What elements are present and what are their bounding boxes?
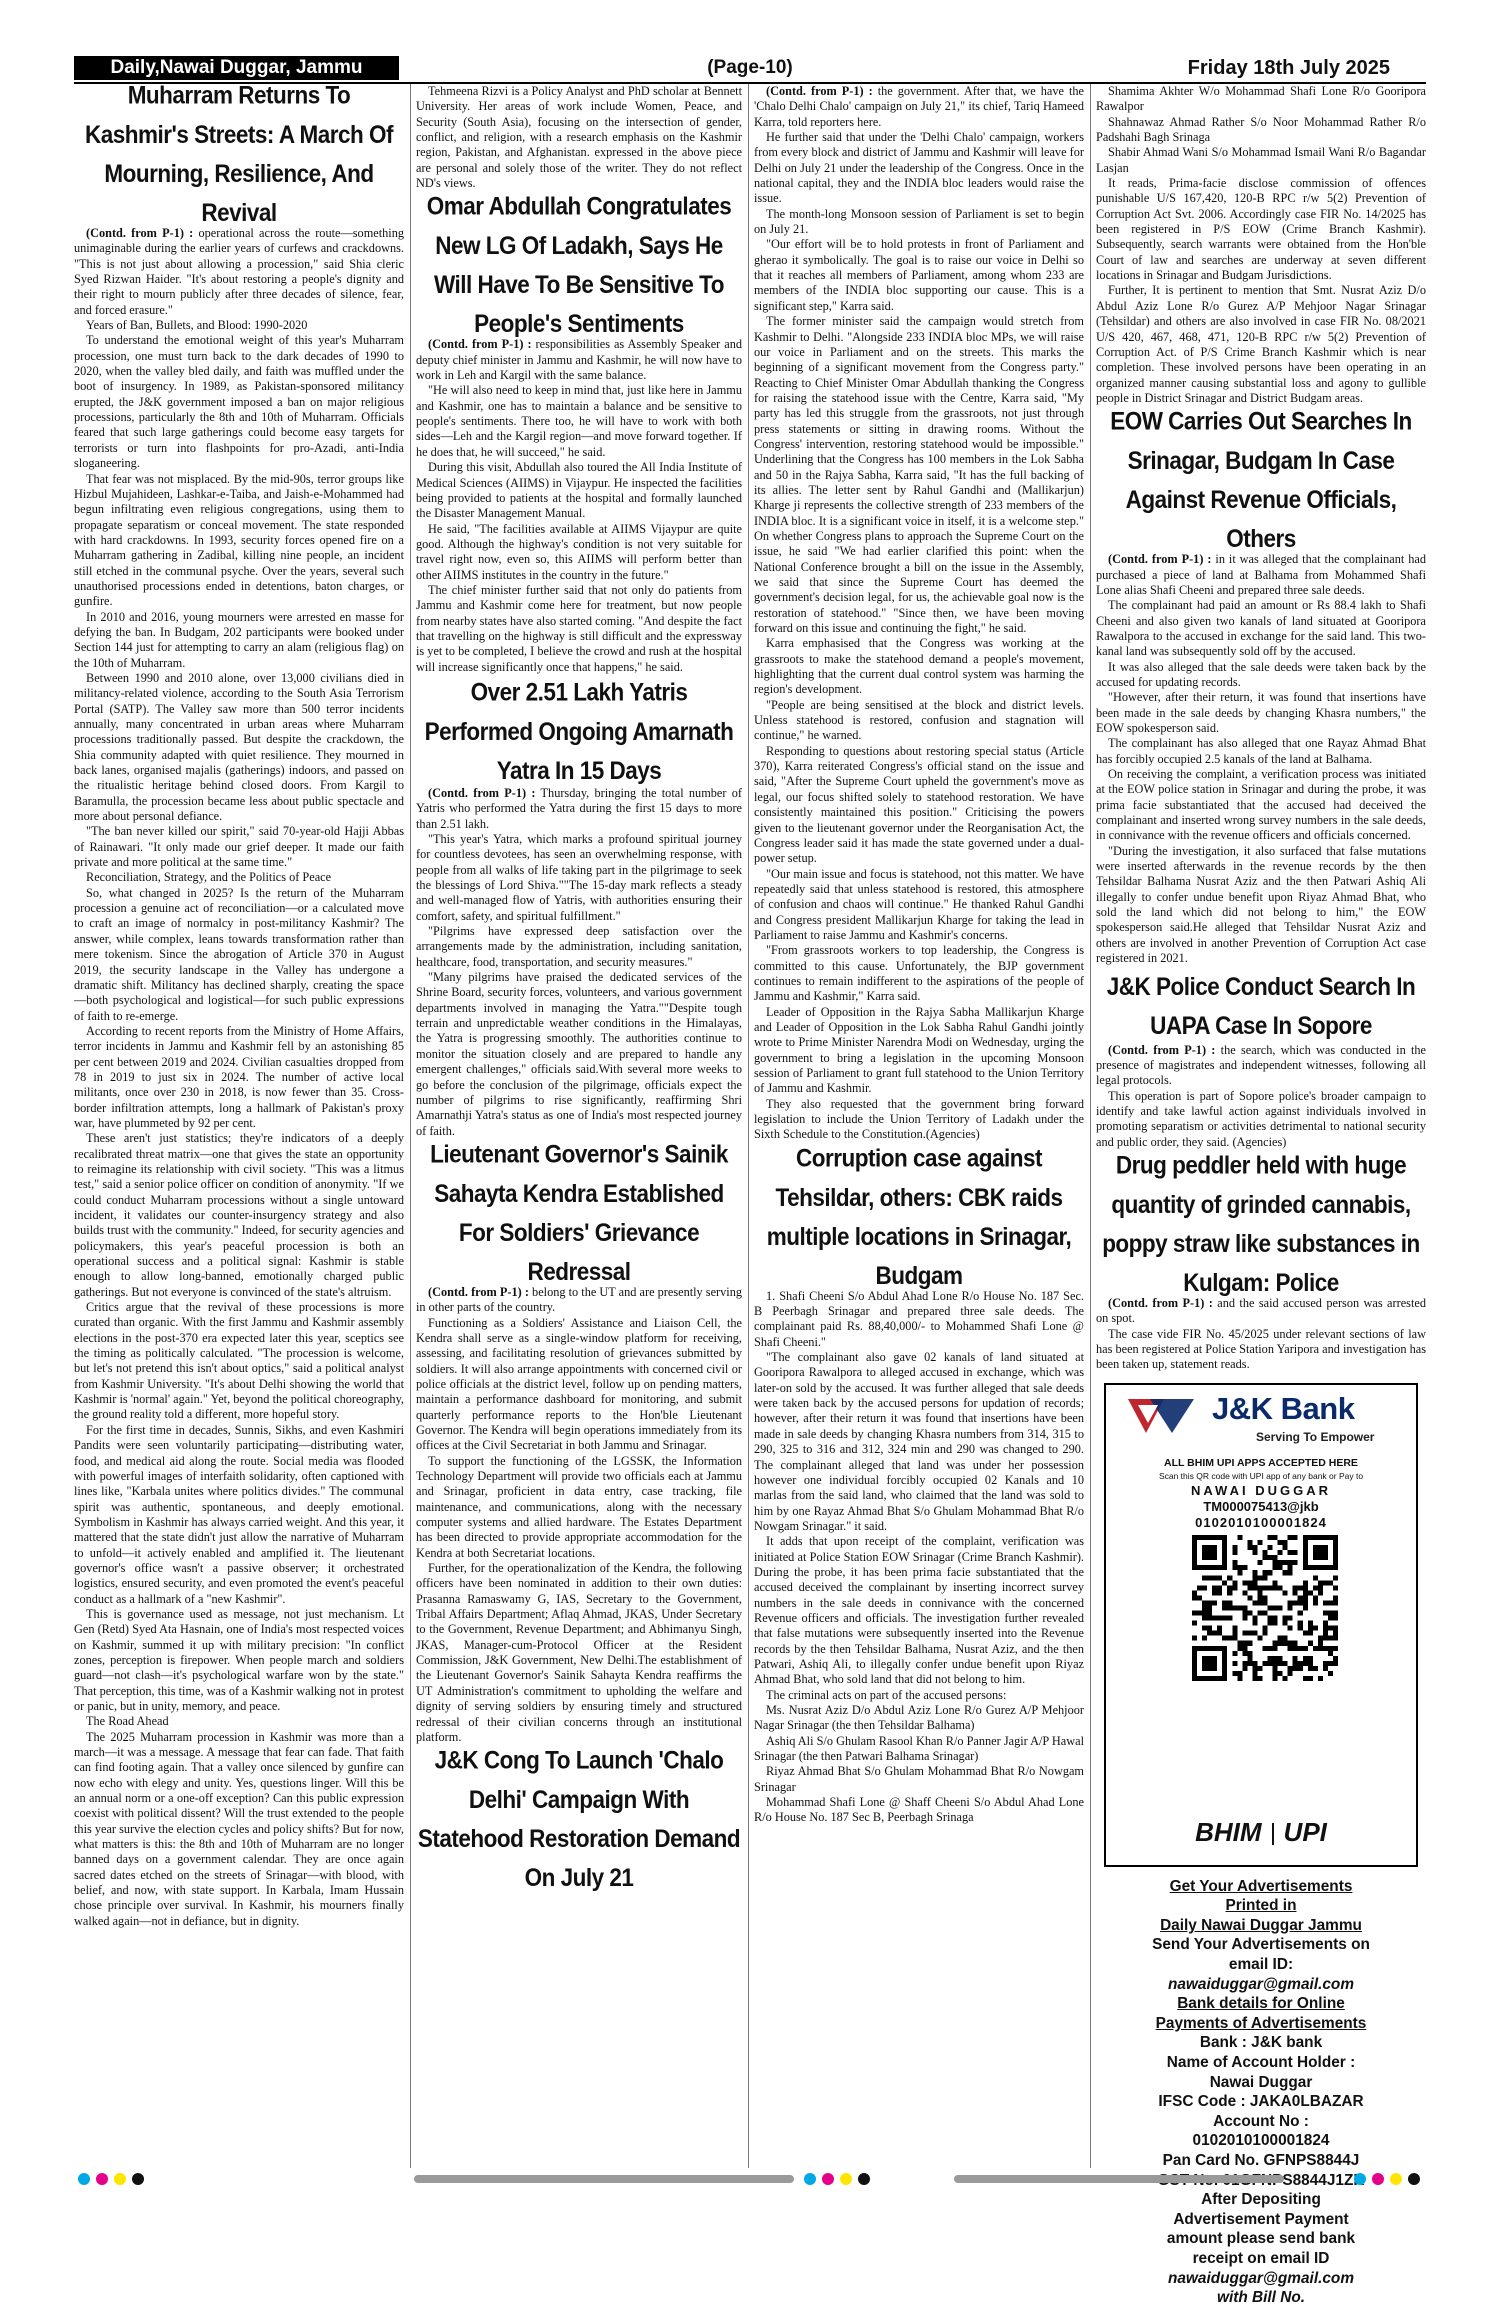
black-registration-dot — [132, 2173, 144, 2185]
paragraph: (Contd. from P-1) : belong to the UT and are presently serving in other parts of the country. — [416, 1284, 742, 1315]
notice-line: Daily Nawai Duggar Jammu — [1160, 1916, 1362, 1934]
notice-line: Bank details for Online — [1177, 1995, 1345, 2013]
paragraph: "The ban never killed our spirit," said 70-year-old Hajji Abbas of Rainawari. "It only made our grief deeper. It made our faith private and more political at the same time." — [74, 824, 404, 870]
paragraph: "Our effort will be to hold protests in front of Parliament and gherao it symbolically. The goal is to raise our voice in Delhi so that it reaches all members of Parliament, among whom 233 are members of the INDIA bloc supporting our cause. This is a significant step," Karra said. — [754, 237, 1084, 313]
paragraph: To support the functioning of the LGSSK, the Information Technology Department will provide two officials each at Jammu and Srinagar, proficient in data entry, case tracking, file maintenance, and communications, along with the necessary computer systems and allied hardware. The Estates Department has been directed to provide appropriate accommodation for the Kendra at both Secretariat locations. — [416, 1453, 742, 1560]
paragraph: Further, It is pertinent to mention that Smt. Nusrat Aziz D/o Abdul Aziz Lone R/o Gurez A/P Mehjoor Nagar Srinagar (Tehsildar) and others are also involved in case FIR No. 08/2021 U/S 420, 467, 468, 471, 120-B RPC r/w 5(2) Prevention of Corruption Act. of P/S Crime Branch Kashmir which is near completion. These involved persons have been operating in an organized manner causing substantial loss and agony to gullible people in District Srinagar and District Budgam areas. — [1096, 283, 1426, 405]
notice-line: Get Your Advertisements — [1169, 1877, 1353, 1895]
paragraph: The complainant has also alleged that one Rayaz Ahmad Bhat has forcibly occupied 2.5 kanals of the land at Balhama. — [1096, 736, 1426, 766]
paragraph: He said, "The facilities available at AIIMS Vijaypur are quite good. Although the highway's condition is not very suitable for travel right now, even so, this AIIMS will perform better than other AIIMS institutes in the country in the future." — [416, 521, 742, 582]
column-3 — [754, 84, 1084, 2168]
notice-line: Send Your Advertisements on — [1152, 1936, 1370, 1954]
paragraph: (Contd. from P-1) : and the said accused person was arrested on spot. — [1096, 1295, 1426, 1326]
newspaper-name: Daily,Nawai Duggar, Jammu — [74, 56, 399, 80]
paragraph: Between 1990 and 2010 alone, over 13,000 civilians died in militancy-related violence, according to the South Asia Terrorism Portal (SATP). The Valley saw more than 500 terror incidents annually, many concentrated in urban areas where Muharram processions traditionally passed. But despite the crackdown, the Shia community adapted with quiet resilience. They mourned in back lanes, organised majalis (gatherings) indoors, and passed on the ritualistic heritage behind closed doors. From Kargil to Baramulla, the procession became less about public spectacle and more about personal defiance. — [74, 670, 404, 824]
bhim-upi-footer — [1106, 1817, 1416, 1848]
bhim-logo: BHIM — [1195, 1816, 1262, 1847]
paragraph: Karra emphasised that the Congress was working at the grassroots to make the statehood demand a people's movement, highlighting that the current dual control system was harming the region's development. — [754, 636, 1084, 697]
paragraph: (Contd. from P-1) : the search, which was conducted in the presence of magistrates and independent witnesses, following all legal protocols. — [1096, 1042, 1426, 1088]
column-2 — [416, 84, 742, 2168]
publication-date: Friday 18th July 2025 — [1187, 57, 1390, 79]
paragraph: (Contd. from P-1) : the government. After that, we have the 'Chalo Delhi Chalo' campaign on July 21," its chief, Tariq Hameed Karra, told reporters here. — [754, 84, 1084, 129]
contd-label: (Contd. from P-1) : — [428, 785, 536, 800]
paragraph: During this visit, Abdullah also toured the All India Institute of Medical Sciences (AIIMS) in Vijaypur. He inspected the facilities being provided to patients at the hospital and formally launched the Disaster Management Manual. — [416, 460, 742, 521]
paragraph: The chief minister further said that not only do patients from Jammu and Kashmir come here for treatment, but now people from nearby states have also started coming. "And despite the fact that travelling on the highway is still difficult and the expressway is yet to be completed, I believe the crowd and rush at the hospital will increase significantly once that happens," he said. — [416, 582, 742, 674]
paragraph: (Contd. from P-1) : operational across the route—something unimaginable during the earlier years of curfews and crackdowns. "This is not just about allowing a procession," said Shia cleric Syed Rizwan Haider. "It's about restoring a people's dignity and their right to mourn publicly after three decades of silence, fear, and forced erasure." — [74, 226, 404, 317]
contd-label: (Contd. from P-1) : — [428, 1284, 529, 1299]
notice-line: IFSC Code : JAKA0LBAZAR — [1158, 2093, 1364, 2111]
article-cbk-raids — [754, 1143, 1084, 1826]
notice-line: 01GFNPS8844J1ZR — [1222, 2171, 1365, 2189]
headline: Over 2.51 Lakh Yatris Performed Ongoing Amarnath Yatra In 15 Days — [424, 678, 734, 785]
column-4 — [1096, 84, 1426, 2307]
paragraph: "From grassroots workers to top leadership, the Congress is committed to this cause. Unfortunately, the BJP government continues to remain indifferent to the aspirations of the people of Jammu and Kashmir," Karra said. — [754, 943, 1084, 1004]
headline: Lieutenant Governor's Sainik Sahayta Kendra Established For Soldiers' Grievance Redressal — [430, 1140, 728, 1286]
paragraph: The month-long Monsoon session of Parliament is set to begin on July 21. — [754, 206, 1084, 237]
contd-label: (Contd. from P-1) : — [428, 337, 532, 352]
yellow-registration-dot — [114, 2173, 126, 2185]
article-muharram-continued — [416, 84, 742, 191]
black-registration-dot — [858, 2173, 870, 2185]
paragraph: "Many pilgrims have praised the dedicated services of the Shrine Board, security forces, volunteers, and various government departments involved in managing the Yatra.""Despite tough terrain and unpredictable weather conditions in the Himalayas, the Yatra is progressing smoothly. The authorities continue to monitor the situation closely and are prepared to handle any emergent challenges," officials said.With several more weeks to go before the conclusion of the pilgrimage, officials expect the number of pilgrims to rise significantly, reaffirming Shri Amarnathji Yatra's status as one of India's most respected journey of faith. — [416, 970, 742, 1138]
article-eow-searches — [1096, 407, 1426, 966]
contd-label: (Contd. from P-1) : — [86, 226, 194, 240]
paragraph: (Contd. from P-1) : in it was alleged that the complainant had purchased a piece of land at Balhama from Mohammed Shafi Lone alias Shafi Cheeni and prepared three sale deeds. — [1096, 552, 1426, 597]
paragraph: Riyaz Ahmad Bhat S/o Ghulam Mohammad Bhat R/o Nowgam Srinagar — [754, 1764, 1084, 1794]
black-registration-dot — [1408, 2173, 1420, 2185]
divider — [1272, 1823, 1274, 1845]
paragraph: "Our main issue and focus is statehood, not this matter. We have repeatedly said that unless statehood is restored, this atmosphere of confusion and chaos will continue." He thanked Rahul Gandhi and Congress president Mallikarjun Kharge for taking the lead in Parliament to raise Jammu and Kashmir's concerns. — [754, 866, 1084, 942]
paragraph: The 2025 Muharram procession in Kashmir was more than a march—it was a message. A message that fear can fade. That faith can find footing again. That a valley once silenced by gunfire can now echo with elegy and unity. Yes, questions linger. Will this be an annual norm or a one-off exception? Can this public expression coexist with political dissent? Will the trust extended to the people this year survive the election cycles and policy shifts? But for now, what matters is this: the 8th and 10th of Muharram are no longer banned days on a government calendar. They are once again sacred dates etched on the streets of Srinagar—with blood, with belief, and now, with state support. In Karbala, Imam Hussain chose principle over survival. In Kashmir, his mourners finally walked again—not in defiance, but in dignity. — [74, 1729, 404, 1928]
paragraph: It reads, Prima-facie disclose commission of offences punishable U/S 167,420, 120-B RPC r/w 5(2) Prevention of Corruption Act Svt. 2006. Accordingly case FIR No. 14/2025 has been registered in P/S EOW (Crime Branch Kashmir). Subsequently, search warrants were obtained from the Hon'ble Court of law and searches are underway at seven different locations in Srinagar and Budgam Jurisdictions. — [1096, 176, 1426, 283]
paragraph: He further said that under the 'Delhi Chalo' campaign, workers from every block and district of Jammu and Kashmir will leave for Delhi on July 21 under the leadership of the Congress. Once in the national capital, they and the INDIA bloc leaders would raise the issue. — [754, 130, 1084, 206]
notice-line: receipt on email ID — [1192, 2249, 1330, 2267]
paragraph: Shabir Ahmad Wani S/o Mohammad Ismail Wani R/o Bagandar Lasjan — [1096, 145, 1426, 175]
notice-line: with Bill No. — [1216, 2289, 1306, 2307]
advertising-notice — [1102, 1877, 1420, 2308]
upi-line: ALL BHIM UPI APPS ACCEPTED HERE — [1164, 1456, 1358, 1469]
paragraph: The Road Ahead — [86, 1714, 169, 1729]
yellow-registration-dot — [840, 2173, 852, 2185]
column-1 — [74, 81, 404, 2168]
paragraph: Reconciliation, Strategy, and the Politics of Peace — [86, 870, 332, 885]
paragraph: To understand the emotional weight of this year's Muharram procession, one must turn back to the dark decades of 1990 to 2020, when the valley bled daily, and faith was muffled under the boot of insurgency. In 1989, as Pakistan-sponsored militancy erupted, the J&K government imposed a ban on major religious processions, particularly the 8th and 10th of Muharram. Officials feared that such large gatherings could become easy targets for terrorists or turn into flashpoints for pro-Azadi, anti-India sloganeering. — [74, 333, 404, 471]
paragraph: This is governance used as message, not just mechanism. Lt Gen (Retd) Syed Ata Hasnain, one of India's most respected voices on Kashmir, summed it up with military precision: "In conflict zones, perception is firepower. When people march and soldiers guard—not clash—it's psychological warfare won by the state." That perception, this time, was of a Kashmir walking not in protest or panic, but in unity, memory, and peace. — [74, 1606, 404, 1713]
article-sainik-sahayta-kendra — [416, 1140, 742, 1745]
article-uapa-sopore — [1096, 971, 1426, 1150]
paragraph: That fear was not misplaced. By the mid-90s, terror groups like Hizbul Mujahideen, Lashkar-e-Taiba, and Jaish-e-Mohammed had begun infiltrating even religious congregations, using them to propagate separatism or conceal movement. The state responded with hard crackdowns. In 1993, security forces opened fire on a Muharram gathering in Zadibal, killing nine people, an incident still etched in the communal psyche. Over the years, several such unauthorised processions ended in detentions, baton charges, or gunfire. — [74, 471, 404, 609]
magenta-registration-dot — [1372, 2173, 1384, 2185]
bank-name: J&K Bank — [1212, 1390, 1355, 1426]
scan-line: Scan this QR code with UPI app of any bank or Pay to — [1158, 1470, 1364, 1481]
column-divider — [410, 84, 411, 2168]
paragraph: "He will also need to keep in mind that, just like here in Jammu and Kashmir, one has to maintain a balance and be sensitive to people's sentiments. There too, he will have to work with both sides—Leh and the Kargil region—and move forward together. If he does that, he will succeed," he said. — [416, 383, 742, 459]
paragraph: This operation is part of Sopore police's broader campaign to identify and take lawful action against individuals involved in promoting separatism or activities detrimental to national security and public order, they said. (Agencies) — [1096, 1088, 1426, 1149]
paragraph: Functioning as a Soldiers' Assistance and Liaison Cell, the Kendra shall serve as a single-window platform for receiving, assessing, and facilitating resolution of grievances submitted by soldiers. It will also arrange appointments with concerned civil or police officials at the district level, follow up on pending matters, maintain a performance dashboard for monitoring, and submit quarterly performance reports to the Hon'ble Lieutenant Governor. The Kendra will begin operations immediately from its offices at the Civil Secretariat in both Jammu and Srinagar. — [416, 1315, 742, 1453]
notice-line: Payments of Advertisements — [1155, 2014, 1367, 2032]
notice-line: Printed in — [1225, 1897, 1297, 1915]
registration-strip — [74, 2172, 1426, 2186]
paragraph: Leader of Opposition in the Rajya Sabha Mallikarjun Kharge and Leader of Opposition in the Lok Sabha Rahul Gandhi jointly wrote to Prime Minister Narendra Modi on Wednesday, urging the government to bring a legislation in the upcoming Monsoon session of Parliament to grant full statehood to the Union Territory of Jammu and Kashmir. — [754, 1004, 1084, 1096]
article-chalo-delhi-headline — [416, 1746, 742, 1892]
qr-code[interactable] — [1192, 1535, 1338, 1681]
cyan-registration-dot — [78, 2173, 90, 2185]
grey-bar — [414, 2175, 794, 2183]
article-omar-abdullah — [416, 192, 743, 675]
paragraph: Years of Ban, Bullets, and Blood: 1990-2020 — [86, 318, 308, 333]
paragraph: "However, after their return, it was found that insertions have been made in the sale deeds by changing Khasra numbers," the EOW spokesperson said. — [1096, 690, 1426, 735]
paragraph: Ashiq Ali S/o Ghulam Rasool Khan R/o Panner Jagir A/P Hawal Srinagar (the then Patwari Balhama Srinagar) — [754, 1733, 1084, 1764]
magenta-registration-dot — [96, 2173, 108, 2185]
column-divider — [748, 84, 749, 2168]
notice-email[interactable]: nawaiduggar@gmail.com — [1167, 1975, 1355, 1993]
paragraph: 1. Shafi Cheeni S/o Abdul Ahad Lone R/o House No. 187 Sec. B Peerbagh Srinagar and prepared three sale deeds. The complainant paid Rs. 88,40,000/- to Mohammed Shafi Lone @ Shafi Cheeni." — [754, 1288, 1084, 1349]
paragraph: Ms. Nusrat Aziz D/o Abdul Aziz Lone R/o Gurez A/P Mehjoor Nagar Srinagar (the then Tehsildar Balhama) — [754, 1703, 1084, 1733]
paragraph: Responding to questions about restoring special status (Article 370), Karra reiterated Congress's official stand on the issue and said, "After the Supreme Court upheld the government's move as legal, our focus shifted solely to statehood restoration. We have consistently maintained this position." Criticising the powers given to the lieutenant governor under the Reorganisation Act, the Congress leader said it has made the state governed under a dual-power setup. — [754, 743, 1084, 866]
headline: Omar Abdullah Congratulates New LG Of Ladakh, Says He Will Have To Be Sensitive To People's Sentiments — [426, 192, 732, 339]
headline: Muharram Returns To Kashmir's Streets: A March Of Mourning, Resilience, And Revival — [84, 81, 394, 227]
article-amarnath-yatra — [416, 679, 742, 1139]
paragraph: It was also alleged that the sale deeds were taken back by the accused for updating records. — [1096, 659, 1426, 689]
paragraph: These aren't just statistics; they're indicators of a deeply recalibrated threat matrix—one that gives the state an opportunity to reimagine its relationship with civil society. "This was a litmus test," said a senior police officer on condition of anonymity. "If we could conduct Muharram processions without a single untoward incident, it validates our counter-insurgency strategy and also builds trust with the community." Indeed, for security agencies and policymakers, this year's peaceful procession is both an operational success and a political signal: Kashmir is stable enough to allow long-banned, emotionally charged public gatherings. But not everyone is convinced of the state's altruism. — [74, 1131, 404, 1299]
paragraph: For the first time in decades, Sunnis, Sikhs, and even Kashmiri Pandits were seen voluntarily participating—distributing water, food, and medical aid along the route. Social media was flooded with powerful images of interfaith solidarity, often captioned with lines like, "Karbala unites where politics divides." The communal spirit was authentic, spontaneous, and deeply emotional. Symbolism in Kashmir has always carried weight. And this year, it mattered that the state didn't just allow the narrative of Muharram to unfold—it actively enabled and amplified it. The lieutenant governor's office wasn't a passive observer; it orchestrated logistics, ensured security, and even promoted the event's peaceful conduct as a hallmark of a "new Kashmir". — [74, 1422, 404, 1606]
page-number: (Page-10) — [707, 57, 793, 78]
headline: Corruption case against Tehsildar, others: CBK raids multiple locations in Srinagar, Budgam — [766, 1143, 1072, 1290]
paragraph: "During the investigation, it also surfaced that false mutations were inserted afterwards in the revenue records by the then Tehsildar Balhama Nusrat Aziz and the then Patwari Ashiq Ali illegally to confer undue benefit upon Riyaz Ahmad Bhat, who sold the land which did not belong to him," the EOW spokesperson said.He alleged that Tehsildar Nusrat Aziz and others are involved in another Prevention of Corruption Act case registered in 2021. — [1096, 843, 1426, 966]
paragraph: According to recent reports from the Ministry of Home Affairs, terror incidents in Jammu and Kashmir fell by an astonishing 85 per cent between 2019 and 2024. Civilian casualties dropped from 78 in 2019 to just six in 2024. The number of active local militants, once over 230 in 2018, is now fewer than 35. Cross-border infiltration attempts, long a hallmark of Pakistan's proxy war, have plummeted by 92 per cent. — [74, 1023, 404, 1130]
paragraph: Shahnawaz Ahmad Rather S/o Noor Mohammad Rather R/o Padshahi Bagh Srinaga — [1096, 114, 1426, 145]
grey-bar — [954, 2175, 1284, 2183]
notice-line: Nawai Duggar — [1209, 2073, 1313, 2091]
cyan-registration-dot — [1354, 2173, 1366, 2185]
yellow-registration-dot — [1390, 2173, 1402, 2185]
payee-name: NAWAI DUGGAR — [1191, 1482, 1331, 1498]
paragraph: "Pilgrims have expressed deep satisfaction over the arrangements made by the administration, including sanitation, healthcare, food, transportation, and security measures." — [416, 924, 742, 969]
notice-line: email ID: — [1228, 1956, 1294, 1973]
cyan-registration-dot — [804, 2173, 816, 2185]
notice-line: Bank : J&K bank — [1199, 2034, 1323, 2052]
paragraph: So, what changed in 2025? Is the return of the Muharram procession a genuine act of reconciliation—or a calculated move to craft an image of normalcy in post-militancy Kashmir? The answer, while complex, leans towards transformation rather than mere tokenism. Since the abrogation of Article 370 in August 2019, the security landscape in the Valley has undergone a dramatic shift. Militancy has declined sharply, creating the space—both psychological and logistical—for such public expressions of faith to re-emerge. — [74, 885, 404, 1023]
paragraph: "People are being sensitised at the block and district levels. Unless statehood is restored, confusion and stagnation will continue," he warned. — [754, 697, 1084, 743]
paragraph: (Contd. from P-1) : Thursday, bringing the total number of Yatris who performed the Yatra during the first 15 days to more than 2.51 lakh. — [416, 785, 742, 831]
notice-line: amount please send bank — [1166, 2230, 1356, 2248]
contd-label: (Contd. from P-1) : — [766, 84, 873, 98]
paragraph: "This year's Yatra, which marks a profound spiritual journey for countless devotees, has seen an overwhelming response, with people from all walks of life taking part in the pilgrimage to seek the blessings of Lord Shiva.""The 15-day mark reflects a steady and well-managed flow of Yatris, with authorities ensuring their comfort, safety, and spiritual fulfillment." — [416, 832, 742, 923]
paragraph: Shamima Akhter W/o Mohammad Shafi Lone R/o Gooripora Rawalpor — [1096, 84, 1426, 114]
notice-email[interactable]: nawaiduggar@gmail.com — [1167, 2269, 1355, 2287]
paragraph: The criminal acts on part of the accused persons: — [766, 1687, 1007, 1702]
jk-bank-logo — [1124, 1393, 1202, 1439]
upi-logo: UPI — [1283, 1816, 1327, 1847]
notice-line: Name of Account Holder : — [1166, 2053, 1356, 2071]
column-divider — [1090, 84, 1091, 2168]
contd-label: (Contd. from P-1) : — [1108, 1295, 1213, 1310]
headline: EOW Carries Out Searches In Srinagar, Budgam In Case Against Revenue Officials, Others — [1110, 407, 1412, 554]
headline: J&K Cong To Launch 'Chalo Delhi' Campaign With Statehood Restoration Demand On July 21 — [417, 1746, 741, 1892]
upi-vpa: TM000075413@jkb — [1203, 1498, 1319, 1514]
jk-bank-advertisement — [1104, 1383, 1418, 1867]
paragraph: The former minister said the campaign would stretch from Kashmir to Delhi. "Alongside 233 INDIA bloc MPs, we will raise our voice in Parliament and on the streets. This marks the beginning of a significant movement from the Congress party." Reacting to Chief Minister Omar Abdullah thanking the Congress for raising the statehood issue with the Centre, Karra said, "My party has led this struggle from the grassroots, not just through press statements or sitting in drawing rooms. Without the Congress' intervention, restoring statehood would be impossible." Underlining that the Congress has 100 members in the Lok Sabha and 50 in the Rajya Sabha, Karra said, "It has the full backing of its allies. The letter sent by Rahul Gandhi and (Mallikarjun) Kharge ji represents the collective strength of 233 members of the INDIA bloc. It is a significant voice in itself, it is a welcome step." On whether Congress plans to approach the Supreme Court on the issue, he said "We had earlier clarified this point: when the National Conference brought a bill on the issue in the Assembly, we said that since the Supreme Court has deemed the government's decision legal, for us, the achievable goal now is the restoration of statehood." "Since then, we have been moving forward on this issue and continuing the fight," he said. — [754, 314, 1084, 636]
article-cbk-raids-continued — [1096, 84, 1426, 406]
notice-line: 0102010100001824 — [1192, 2132, 1330, 2150]
paragraph: Tehmeena Rizvi is a Policy Analyst and PhD scholar at Bennett University. Her areas of work include Women, Peace, and Security (South Asia), focusing on the intersection of gender, conflict, and religion, with a research emphasis on the Kashmir region, Pakistan, and Afghanistan. expressed in the above piece are personal and solely those of the writer. They do not reflect ND's views. — [416, 84, 742, 191]
notice-line: After Depositing — [1201, 2191, 1321, 2209]
paragraph: Mohammad Shafi Lone @ Shaff Cheeni S/o Abdul Ahad Lone R/o House No. 187 Sec B, Peerbagh Srinaga — [754, 1795, 1084, 1825]
paragraph: "The complainant also gave 02 kanals of land situated at Gooripora Rawalpora to alleged accused in exchange, which was later-on sold by the accused. It was further alleged that sale deeds were taken back by the accused persons for updation of records; however, after their return it was found that insertions have been made in sale deeds by changing Khasra numbers from 314, 315 to 290, 325 to 316 and 312, 324 min and 290 was changed to 290. The complainant alleged that land was under her possession however one individual forcibly occupied 02 Kanals and 10 marlas from the said land, who claimed that the land was sold to him by one Rayaz Ahmad Bhat S/o Ghulam Mohammad Bhat R/o Nowgam Srinagar." it said. — [754, 1350, 1084, 1533]
article-muharram — [74, 81, 404, 1929]
paragraph: Critics argue that the revival of these processions is more curated than organic. With the first Jammu and Kashmir assembly elections in the post-370 era expected later this year, sceptics see the timing as politically calculated. "The procession is welcome, but let's not pretend this isn't about optics," said a political analyst from Kashmir University. "It's about Delhi showing the world that Kashmir is 'normal' again." Yet, beyond the political choreography, the ground reality told a different, more hopeful story. — [74, 1300, 404, 1422]
paragraph: The complainant had paid an amount or Rs 88.4 lakh to Shafi Cheeni and also given two kanals of land situated at Gooripora Rawalpora to the accused in exchange for the said land. This two-kanal land was subsequently sold off by the accused. — [1096, 598, 1426, 659]
account-number: 0102010100001824 — [1195, 1514, 1327, 1530]
article-chalo-delhi — [754, 84, 1084, 1143]
contd-label: (Contd. from P-1) : — [1108, 552, 1212, 567]
paragraph: Further, for the operationalization of the Kendra, the following officers have been nominated in addition to their own duties: Prasanna Ramaswamy G, IAS, Secretary to the Government, Tribal Affairs Department; Aflaq Ahmad, JKAS, Under Secretary to the Government, Revenue Department; and Abhimanyu Singh, JKAS, Manager-cum-Protocol Officer at the Resident Commission, J&K Government, New Delhi.The establishment of the Lieutenant Governor's Sainik Sahayta Kendra reaffirms the UT Administration's commitment to upholding the welfare and dignity of serving soldiers by ensuring timely and structured redressal of their civilian concerns through an institutional platform. — [416, 1561, 742, 1744]
paragraph: (Contd. from P-1) : responsibilities as Assembly Speaker and deputy chief minister in Jammu and Kashmir, he will now have to work in Leh and Kargil with the same balance. — [416, 337, 743, 383]
paragraph: The case vide FIR No. 45/2025 under relevant sections of law has been registered at Police Station Yaripora and investigation has been taken up, statement reads. — [1096, 1326, 1426, 1372]
magenta-registration-dot — [822, 2173, 834, 2185]
notice-line: Pan Card No. GFNPS8844J — [1162, 2151, 1360, 2169]
contd-label: (Contd. from P-1) : — [1108, 1042, 1216, 1057]
paragraph: They also requested that the government bring forward legislation to include the Union Territory of Ladakh under the Sixth Schedule to the Constitution.(Agencies) — [754, 1096, 1084, 1142]
notice-line: Account No : — [1213, 2112, 1309, 2130]
headline: J&K Police Conduct Search In UAPA Case In Sopore — [1106, 971, 1416, 1040]
bank-tagline: Serving To Empower — [1256, 1429, 1375, 1444]
notice-line: Advertisement Payment — [1173, 2210, 1349, 2228]
paragraph: In 2010 and 2016, young mourners were arrested en masse for defying the ban. In Budgam, 202 participants were booked under Section 144 just for attempting to carry an alam (religious flag) on the 10th of Muharram. — [74, 609, 404, 670]
article-drug-peddler — [1096, 1151, 1426, 1373]
paragraph: On receiving the complaint, a verification process was initiated at the EOW police station in Srinagar and during the probe, it was prima facie substantiated that the accused had deceived the complainant and inserted wrong survey numbers in the sale deeds, in connivance with the revenue officers and officials concerned. — [1096, 767, 1426, 843]
headline: Drug peddler held with huge quantity of grinded cannabis, poppy straw like substances in Kulgam: Police — [1102, 1151, 1420, 1297]
paragraph: It adds that upon receipt of the complaint, verification was initiated at Police Station EOW Srinagar (Crime Branch Kashmir). During the probe, it has been prima facie substantiated that the accused deceived the complainant by inserting incorrect survey numbers in the sale deeds in connivance with the concerned Revenue officers and officials. The investigation further revealed that false mutations were subsequently inserted into the Revenue records by the then Tehsildar Balhama, Nusrat Aziz, and the then Patwari, Ashiq Ali, to illegally confer undue benefit upon Riyaz Ahmad Bhat, who sold land that did not belong to him. — [754, 1534, 1084, 1687]
